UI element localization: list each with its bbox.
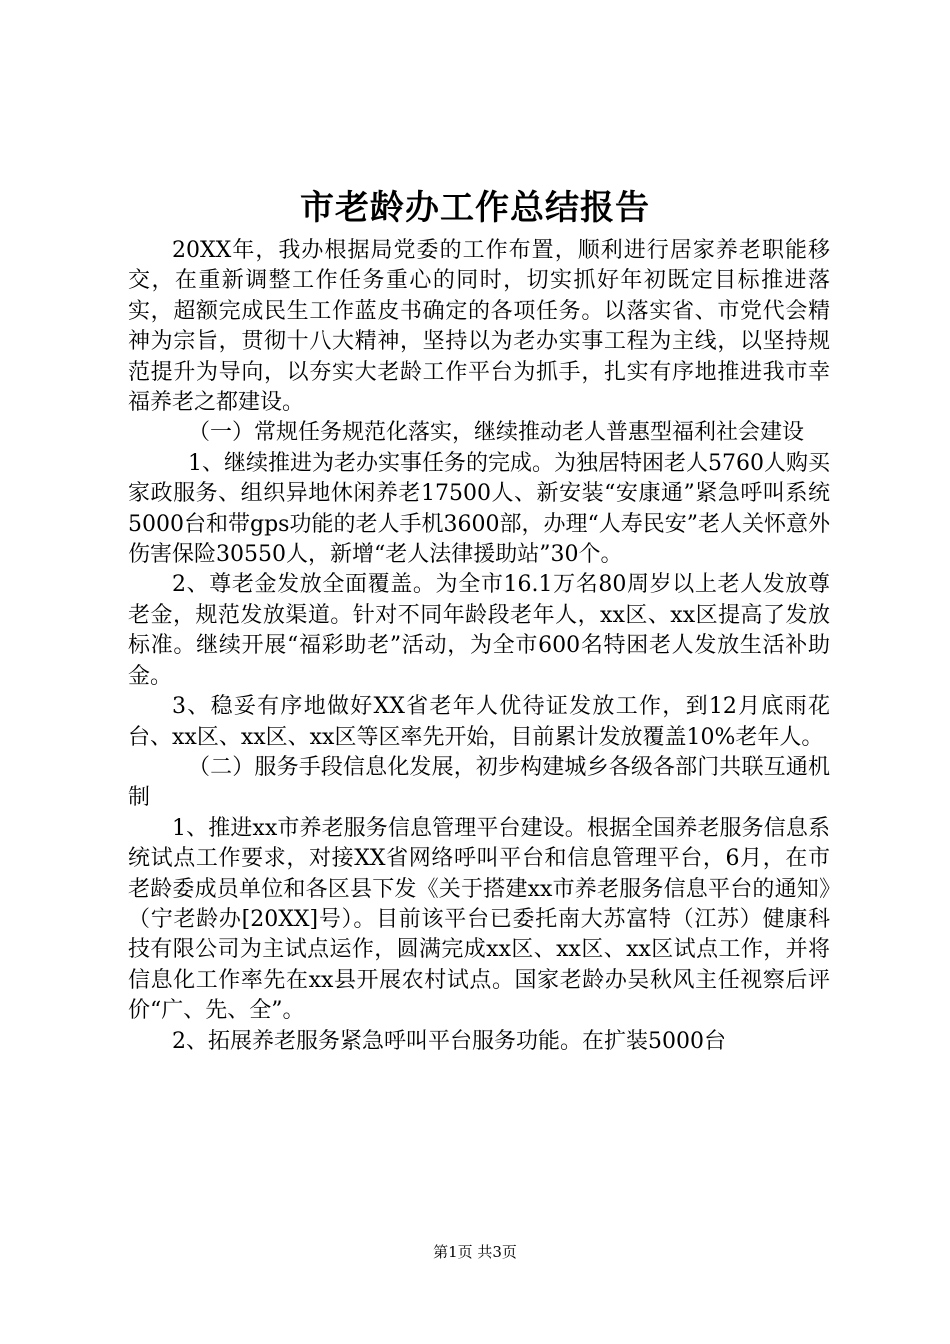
paragraph-item-2-2: 2、拓展养老服务紧急呼叫平台服务功能。在扩装5000台 [172,1028,726,1054]
section-heading-2: （二）服务手段信息化发展，初步构建城乡各级各部门共联互通机制 [128,754,830,811]
page-title: 市老龄办工作总结报告 [300,188,650,228]
paragraph-item-1-3: 3、稳妥有序地做好XX省老年人优待证发放工作，到12月底雨花台、xx区、xx区、xx区等区率先开始，目前累计发放覆盖10%老年人。 [128,694,830,750]
page-footer: 第1页 共3页 [433,1243,517,1261]
document-body [128,236,830,1057]
paragraph-item-2-1: 1、推进xx市养老服务信息管理平台建设。根据全国养老服务信息系统试点工作要求，对接XX省网络呼叫平台和信息管理平台，6月，在市老龄委成员单位和各区县下发《关于搭建xx市养老服务信息平台的通知》（宁老龄办[20XX]号）。目前该平台已委托南大苏富特（江苏）健康科技有限公司为主试点运作，圆满完成xx区、xx区、xx区试点工作，并将信息化工作率先在xx县开展农村试点。国家老龄办吴秋风主任视察后评价“广、先、全”。 [128,815,830,1024]
paragraph-item-1-1: 1、继续推进为老办实事任务的完成。为独居特困老人5760人购买家政服务、组织异地休闲养老17500人、新安装“安康通”紧急呼叫系统5000台和带gps功能的老人手机3600部，办理“人寿民安”老人关怀意外伤害保险30550人，新增“老人法律援助站”30个。 [128,450,830,568]
paragraph-intro: 20XX年，我办根据局党委的工作布置，顺利进行居家养老职能移交，在重新调整工作任务重心的同时，切实抓好年初既定目标推进落实，超额完成民生工作蓝皮书确定的各项任务。以落实省、市党代会精神为宗旨，贯彻十八大精神，坚持以为老办实事工程为主线，以坚持规范提升为导向，以夯实大老龄工作平台为抓手，扎实有序地推进我市幸福养老之都建设。 [128,238,830,416]
paragraph-item-1-2: 2、尊老金发放全面覆盖。为全市16.1万名80周岁以上老人发放尊老金，规范发放渠道。针对不同年龄段老年人，xx区、xx区提高了发放标准。继续开展“福彩助老”活动，为全市600名特困老人发放生活补助金。 [128,572,830,689]
section-heading-1: （一）常规任务规范化落实，继续推动老人普惠型福利社会建设 [188,420,805,446]
